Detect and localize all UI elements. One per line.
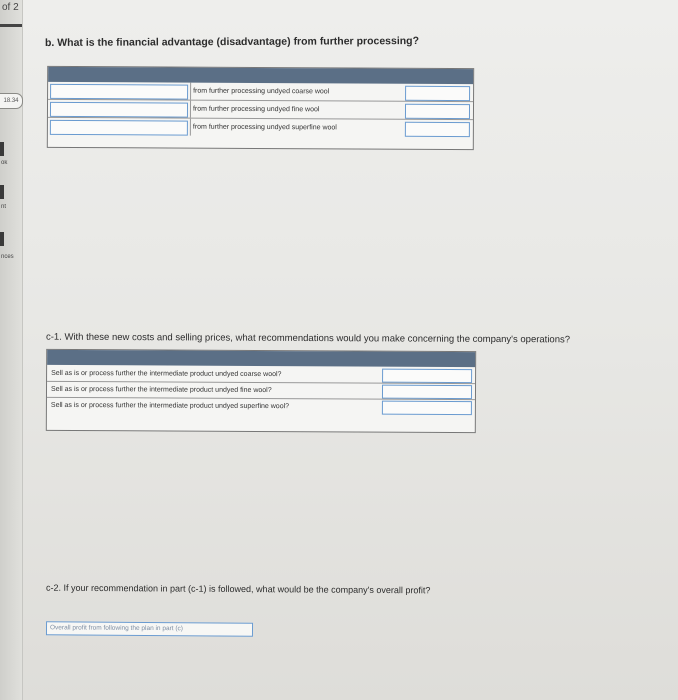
row-label: from further processing undyed superfine wool [190, 119, 405, 137]
amount-input-superfine[interactable] [405, 122, 470, 137]
sidebar-divider [0, 24, 22, 27]
score-badge[interactable]: 18.34 [0, 93, 23, 109]
sidebar-item-marker [0, 232, 4, 246]
advantage-select-fine[interactable] [50, 102, 188, 118]
sidebar-item-label[interactable]: nces [1, 254, 14, 260]
question-c1: c-1. With these new costs and selling prices, what recommendations would you make concerning the company's operations? [45, 331, 571, 346]
advantage-select-superfine[interactable] [50, 120, 188, 136]
row-label: from further processing undyed fine wool [190, 101, 405, 119]
overall-profit-input[interactable] [46, 621, 253, 636]
question-b: b. What is the financial advantage (disadvantage) from further processing? [44, 35, 420, 49]
row-label: Sell as is or process further the intermediate product undyed coarse wool? [51, 369, 282, 379]
recommendation-select-superfine[interactable] [382, 401, 472, 415]
table-row [48, 82, 473, 101]
input-placeholder: Overall profit from following the plan in part (c) [49, 624, 183, 633]
question-c2: c-2. If your recommendation in part (c-1) is followed, what would be the company's overall profit? [45, 582, 431, 596]
sidebar-item-label[interactable]: nt [1, 204, 7, 210]
table-row [48, 118, 473, 137]
recommendation-select-coarse[interactable] [382, 369, 472, 383]
table-header [47, 350, 475, 367]
advantage-select-coarse[interactable] [50, 84, 188, 100]
recommendations-table [46, 349, 476, 433]
recommendation-select-fine[interactable] [382, 385, 472, 399]
amount-input-coarse[interactable] [405, 86, 470, 101]
amount-input-fine[interactable] [405, 104, 470, 119]
table-row [48, 100, 473, 119]
sidebar [0, 0, 23, 700]
row-label: from further processing undyed coarse wool [190, 83, 405, 101]
sidebar-item-marker [0, 185, 4, 199]
page-indicator: of 2 [2, 2, 19, 13]
sidebar-item-marker [0, 142, 4, 156]
table-row [47, 398, 475, 415]
sidebar-item-label[interactable]: ok [1, 160, 8, 166]
row-label: Sell as is or process further the intermediate product undyed fine wool? [50, 385, 272, 395]
financial-advantage-table [47, 66, 474, 150]
row-label: Sell as is or process further the intermediate product undyed superfine wool? [50, 401, 290, 411]
